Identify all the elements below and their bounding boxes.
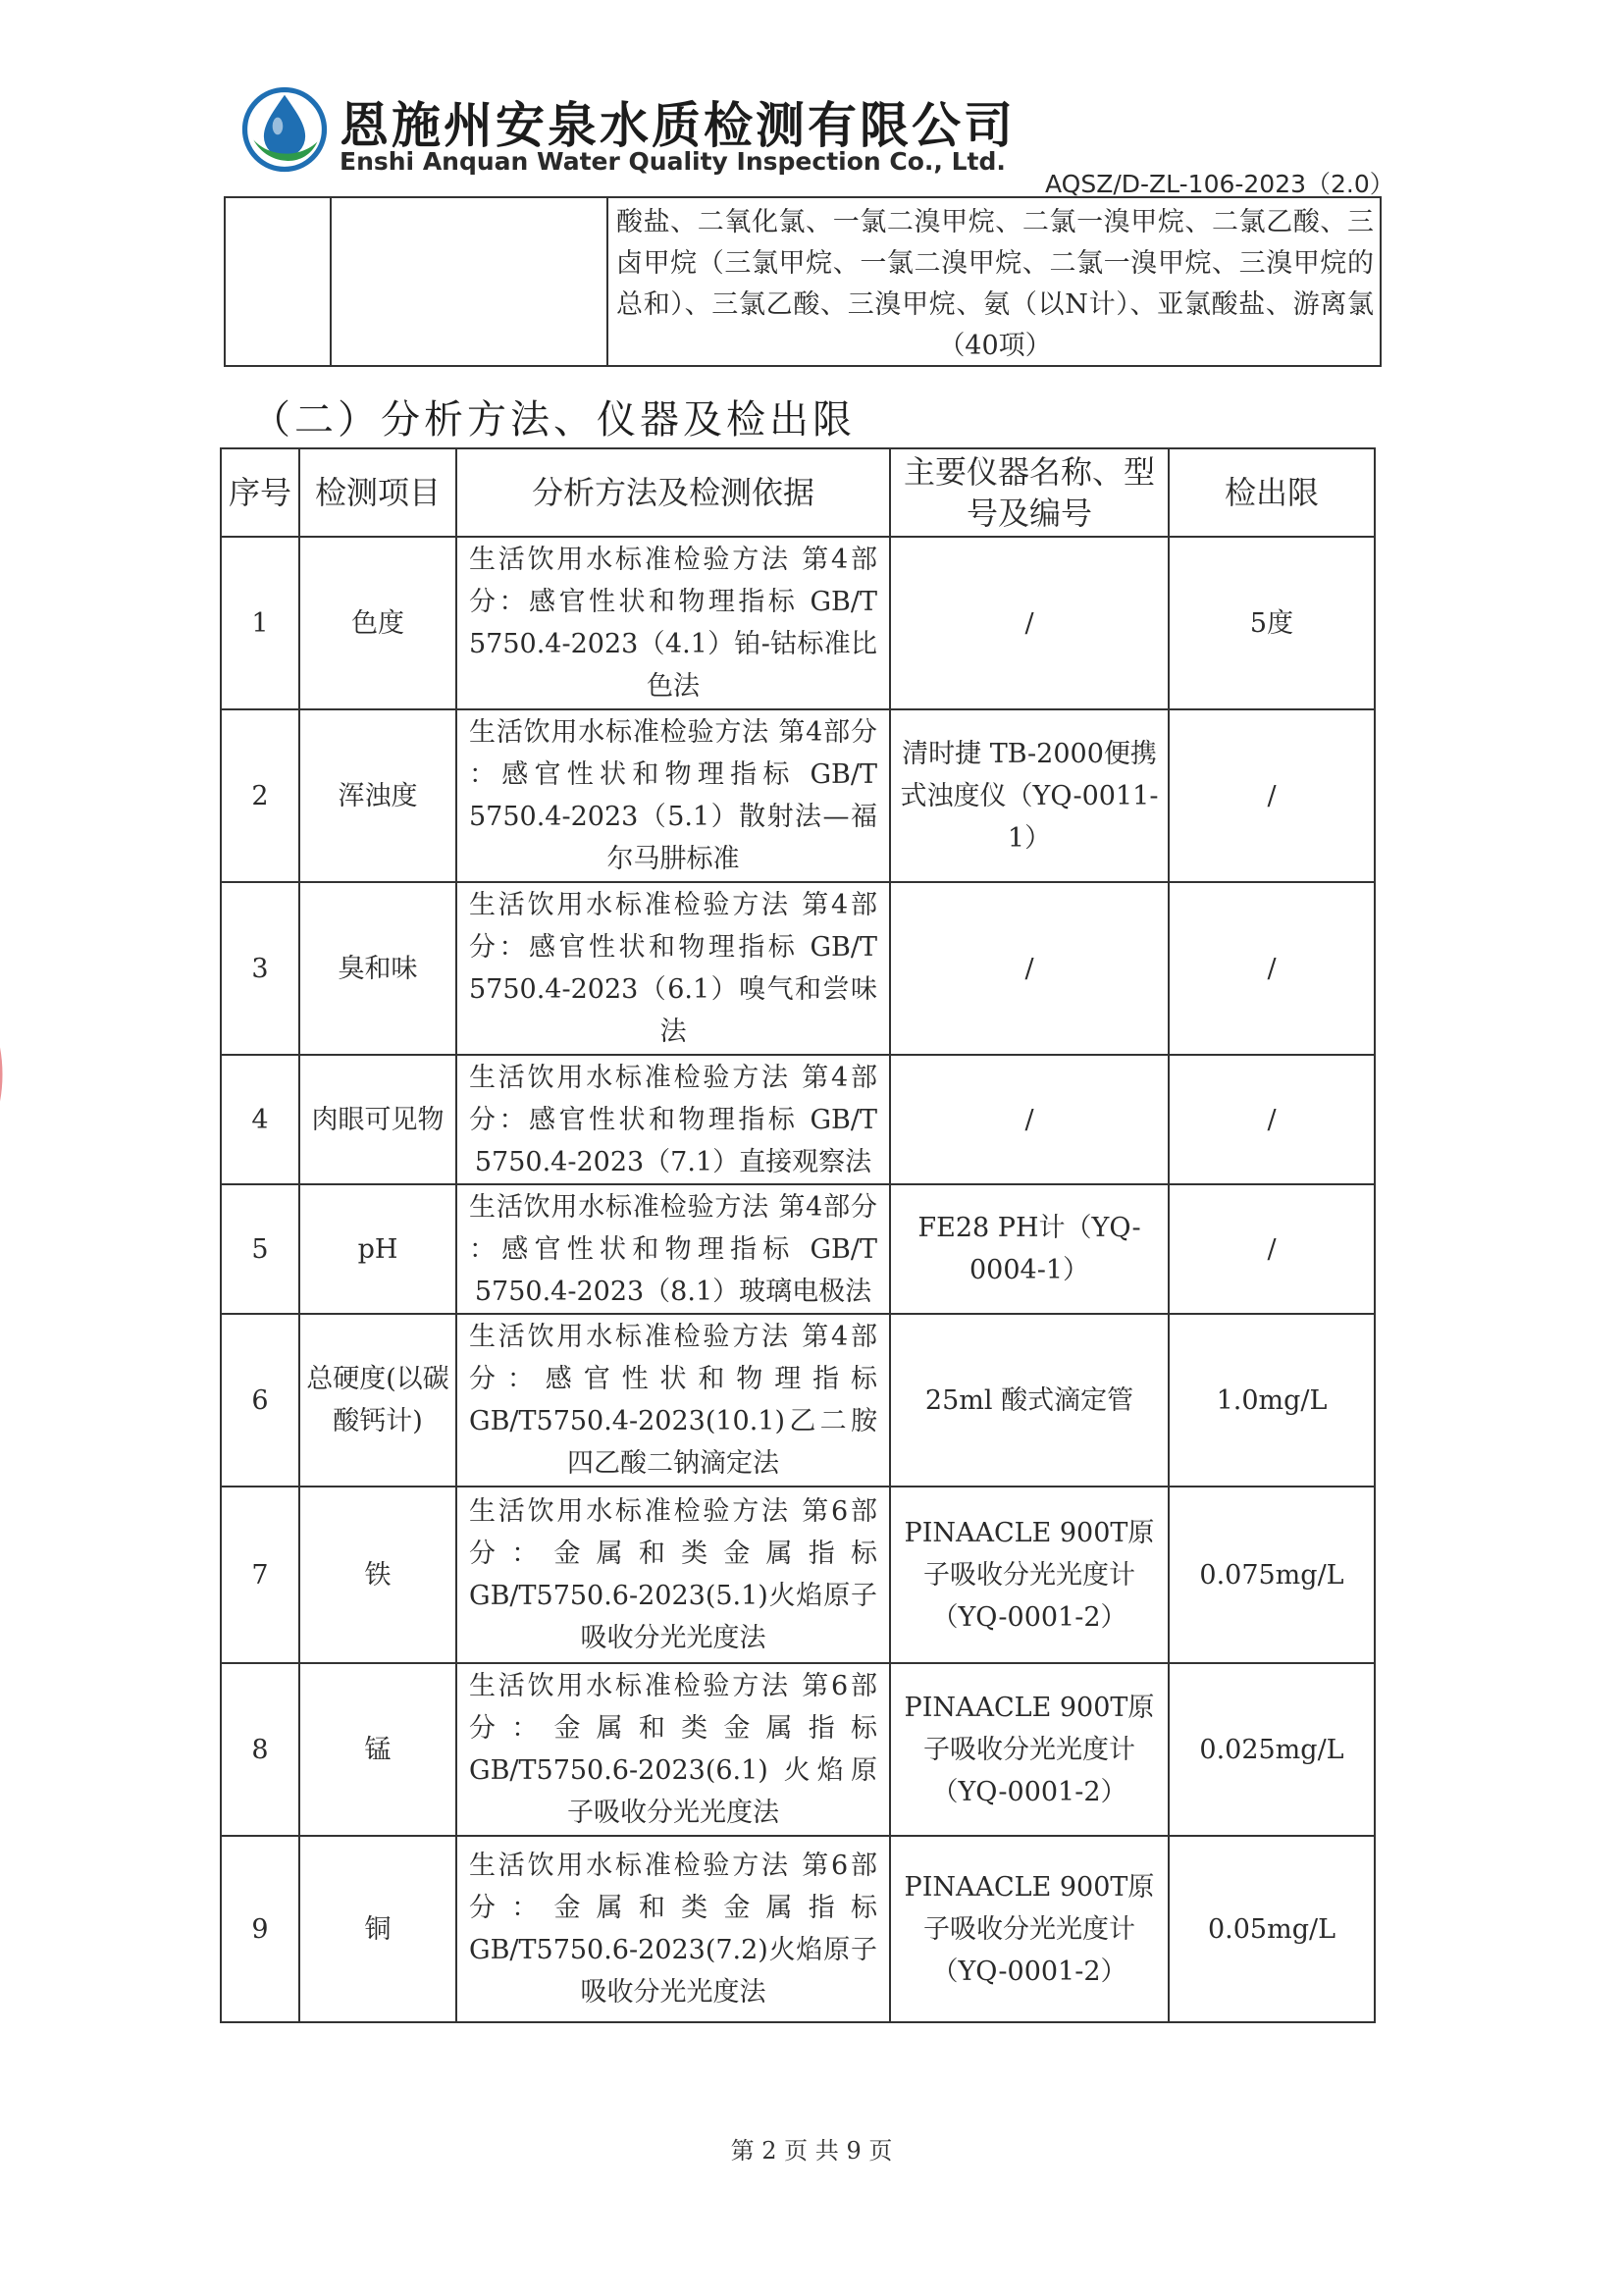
table-row xyxy=(221,1184,1375,1314)
row-item: 肉眼可见物 xyxy=(299,1055,456,1184)
header-limit: 检出限 xyxy=(1169,448,1375,537)
table-row xyxy=(221,537,1375,709)
row-method: 生活饮用水标准检验方法 第4部分 ：感官性状和物理指标 GB/T 5750.4-2023（8.1）玻璃电极法 xyxy=(456,1184,890,1314)
row-item: 锰 xyxy=(299,1663,456,1836)
company-name-cn: 恩施州安泉水质检测有限公司 xyxy=(340,96,1016,154)
header-method: 分析方法及检测依据 xyxy=(456,448,890,537)
row-instrument: / xyxy=(890,882,1169,1055)
table-row xyxy=(221,1314,1375,1487)
row-limit: / xyxy=(1169,1055,1375,1184)
table-row xyxy=(221,882,1375,1055)
row-instrument: PINAACLE 900T原子吸收分光光度计（YQ-0001-2） xyxy=(890,1836,1169,2022)
row-no: 3 xyxy=(221,882,299,1055)
row-limit: 1.0mg/L xyxy=(1169,1314,1375,1487)
column-divider xyxy=(330,198,332,365)
row-instrument: 25ml 酸式滴定管 xyxy=(890,1314,1169,1487)
table-row xyxy=(221,1487,1375,1663)
row-instrument: PINAACLE 900T原子吸收分光光度计（YQ-0001-2） xyxy=(890,1487,1169,1663)
row-no: 1 xyxy=(221,537,299,709)
table-row xyxy=(221,1055,1375,1184)
row-instrument: 清时捷 TB-2000便携式浊度仪（YQ-0011-1） xyxy=(890,709,1169,882)
row-limit: / xyxy=(1169,709,1375,882)
method-table xyxy=(220,447,1376,2023)
row-method: 生活饮用水标准检验方法 第4部分：感官性状和物理指标 GB/T5750.4-2023(10.1)乙二胺四乙酸二钠滴定法 xyxy=(456,1314,890,1487)
continuation-text: 酸盐、二氧化氯、一氯二溴甲烷、二氯一溴甲烷、二氯乙酸、三卤甲烷（三氯甲烷、一氯二溴甲烷、二氯一溴甲烷、三溴甲烷的总和）、三氯乙酸、三溴甲烷、氨（以N计）、亚氯酸盐、游离氯（40项） xyxy=(616,207,1374,361)
document-code: AQSZ/D-ZL-106-2023（2.0） xyxy=(1045,170,1394,198)
row-item: 浑浊度 xyxy=(299,709,456,882)
continuation-table xyxy=(224,196,1382,367)
row-no: 7 xyxy=(221,1487,299,1663)
row-item: 臭和味 xyxy=(299,882,456,1055)
water-drop-logo-icon xyxy=(241,86,328,173)
row-method: 生活饮用水标准检验方法 第6部分：金属和类金属指标 GB/T5750.6-2023(6.1) 火焰原子吸收分光光度法 xyxy=(456,1663,890,1836)
table-row xyxy=(221,1836,1375,2022)
row-no: 5 xyxy=(221,1184,299,1314)
red-seal-stamp-icon xyxy=(0,922,39,1226)
company-name-en: Enshi Anquan Water Quality Inspection Co., Ltd. xyxy=(340,147,1006,176)
row-method: 生活饮用水标准检验方法 第6部分：金属和类金属指标 GB/T5750.6-2023(7.2)火焰原子吸收分光光度法 xyxy=(456,1836,890,2022)
row-no: 2 xyxy=(221,709,299,882)
row-instrument: PINAACLE 900T原子吸收分光光度计（YQ-0001-2） xyxy=(890,1663,1169,1836)
section-title: （二）分析方法、仪器及检出限 xyxy=(251,397,856,443)
row-item: 色度 xyxy=(299,537,456,709)
row-limit: 5度 xyxy=(1169,537,1375,709)
row-limit: / xyxy=(1169,882,1375,1055)
row-no: 6 xyxy=(221,1314,299,1487)
row-method: 生活饮用水标准检验方法 第4部分：感官性状和物理指标 GB/T 5750.4-2023（7.1）直接观察法 xyxy=(456,1055,890,1184)
row-no: 8 xyxy=(221,1663,299,1836)
page-number: 第 2 页 共 9 页 xyxy=(730,2137,893,2165)
row-no: 9 xyxy=(221,1836,299,2022)
table-row xyxy=(221,1663,1375,1836)
row-instrument: / xyxy=(890,1055,1169,1184)
row-item: pH xyxy=(299,1184,456,1314)
table-header-row xyxy=(221,448,1375,537)
row-item: 铁 xyxy=(299,1487,456,1663)
column-divider xyxy=(606,198,608,365)
header-item: 检测项目 xyxy=(299,448,456,537)
table-row xyxy=(221,709,1375,882)
row-limit: / xyxy=(1169,1184,1375,1314)
row-method: 生活饮用水标准检验方法 第6部分：金属和类金属指标 GB/T5750.6-2023(5.1)火焰原子吸收分光光度法 xyxy=(456,1487,890,1663)
row-limit: 0.05mg/L xyxy=(1169,1836,1375,2022)
row-instrument: FE28 PH计（YQ-0004-1） xyxy=(890,1184,1169,1314)
header-instrument: 主要仪器名称、型号及编号 xyxy=(890,448,1169,537)
header-no: 序号 xyxy=(221,448,299,537)
row-method: 生活饮用水标准检验方法 第4部分 ：感官性状和物理指标 GB/T 5750.4-2023（5.1）散射法—福尔马肼标准 xyxy=(456,709,890,882)
row-item: 铜 xyxy=(299,1836,456,2022)
row-method: 生活饮用水标准检验方法 第4部分：感官性状和物理指标 GB/T 5750.4-2023（4.1）铂-钴标准比色法 xyxy=(456,537,890,709)
row-limit: 0.025mg/L xyxy=(1169,1663,1375,1836)
row-limit: 0.075mg/L xyxy=(1169,1487,1375,1663)
row-method: 生活饮用水标准检验方法 第4部分：感官性状和物理指标 GB/T 5750.4-2023（6.1）嗅气和尝味法 xyxy=(456,882,890,1055)
row-item: 总硬度(以碳酸钙计) xyxy=(299,1314,456,1487)
row-instrument: / xyxy=(890,537,1169,709)
row-no: 4 xyxy=(221,1055,299,1184)
